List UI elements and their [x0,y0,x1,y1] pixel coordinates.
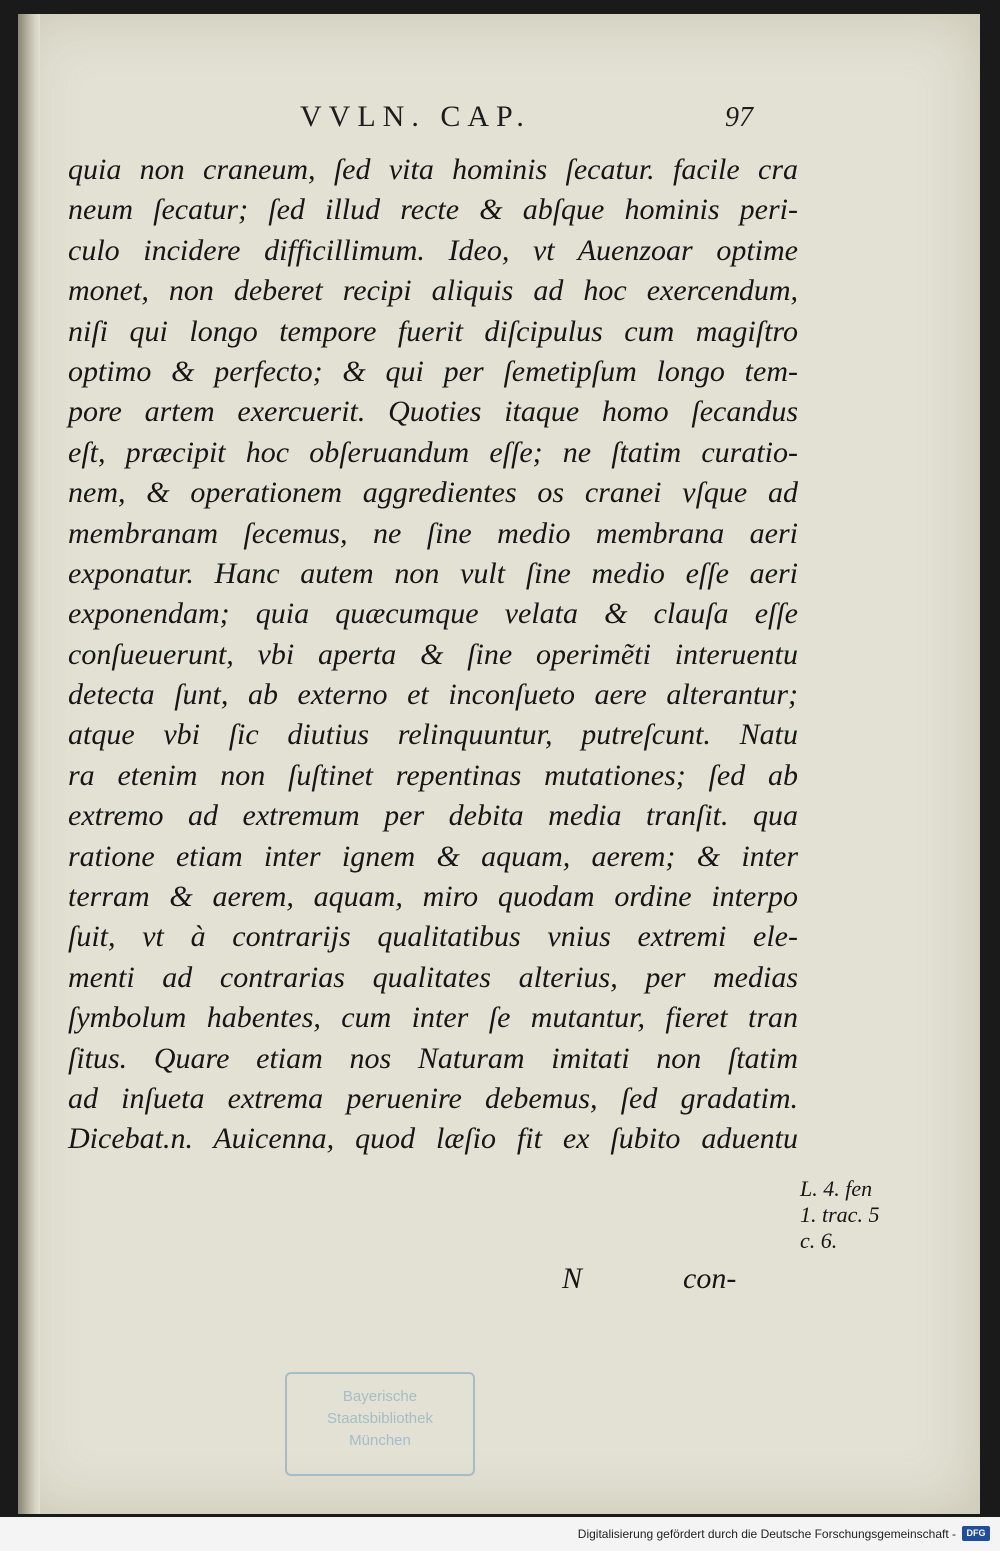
running-head: VVLN. CAP. [300,100,531,133]
text-line: niſi qui longo tempore fuerit diſcipulus cum magiſtro [68,314,798,348]
text-line: culo incidere difficillimum. Ideo, vt Auenzoar optime [68,233,798,267]
stamp-line: Staatsbibliothek [327,1410,433,1427]
catchword: con- [683,1262,737,1295]
text-line: quia non craneum, ſed vita hominis ſecatur. facile cra [68,153,798,186]
margin-note-line: L. 4. fen [800,1176,873,1201]
margin-note-line: 1. trac. 5 [800,1202,880,1227]
text-line: atque vbi ſic diutius relinquuntur, putreſcunt. Natu [68,718,798,752]
text-line: terram & aerem, aquam, miro quodam ordine interpo [68,880,798,914]
text-line: ſymbolum habentes, cum inter ſe mutantur, fieret tran [68,1001,798,1035]
text-line: monet, non deberet recipi aliquis ad hoc exercendum, [68,274,798,308]
library-stamp [285,1372,475,1476]
text-line: ad inſueta extrema peruenire debemus, ſed gradatim. [68,1081,798,1115]
page-number: 97 [725,102,753,133]
text-line: neum ſecatur; ſed illud recte & abſque hominis peri- [68,193,798,227]
text-line: conſueuerunt, vbi aperta & ſine operimẽti interuentu [68,637,798,671]
text-line: ra etenim non ſuſtinet repentinas mutationes; ſed ab [68,758,798,792]
page-header [0,100,1000,140]
text-line: optimo & perfecto; & qui per ſemetipſum longo tem- [68,354,798,388]
catchline [0,1262,1000,1302]
text-line: nem, & operationem aggredientes os cranei vſque ad [68,476,798,510]
footer-bar [0,1517,1000,1551]
text-line: exponatur. Hanc autem non vult ſine medio eſſe aeri [68,556,798,590]
funding-notice: Digitalisierung gefördert durch die Deutsche Forschungsgemeinschaft - [577,1527,956,1541]
margin-note [800,1176,890,1254]
text-line: ratione etiam inter ignem & aquam, aerem; & inter [68,839,798,873]
signature-mark: N [562,1262,583,1295]
text-line: detecta ſunt, ab externo et inconſueto aere alterantur; [68,678,798,712]
text-line: Dicebat.n. Auicenna, quod læſio fit ex ſubito aduentu [68,1122,798,1156]
text-line: menti ad contrarias qualitates alterius, per medias [68,960,798,994]
text-line: ſitus. Quare etiam nos Naturam imitati non ſtatim [68,1041,798,1075]
stamp-line: München [349,1432,411,1449]
body-text [68,150,798,1160]
text-line: eſt, præcipit hoc obſeruandum eſſe; ne ſtatim curatio- [68,435,798,469]
text-line: exponendam; quia quæcumque velata & clauſa eſſe [68,597,798,631]
stamp-line: Bayerische [342,1388,418,1405]
text-line: extremo ad extremum per debita media tranſit. qua [68,799,798,833]
text-line: pore artem exercuerit. Quoties itaque homo ſecandus [68,395,798,429]
margin-note-line: c. 6. [800,1228,838,1253]
text-line: ſuit, vt à contrarijs qualitatibus vnius extremi ele- [68,920,798,954]
dfg-logo-icon[interactable]: DFG [962,1526,990,1541]
text-line: membranam ſecemus, ne ſine medio membrana aeri [68,516,798,550]
